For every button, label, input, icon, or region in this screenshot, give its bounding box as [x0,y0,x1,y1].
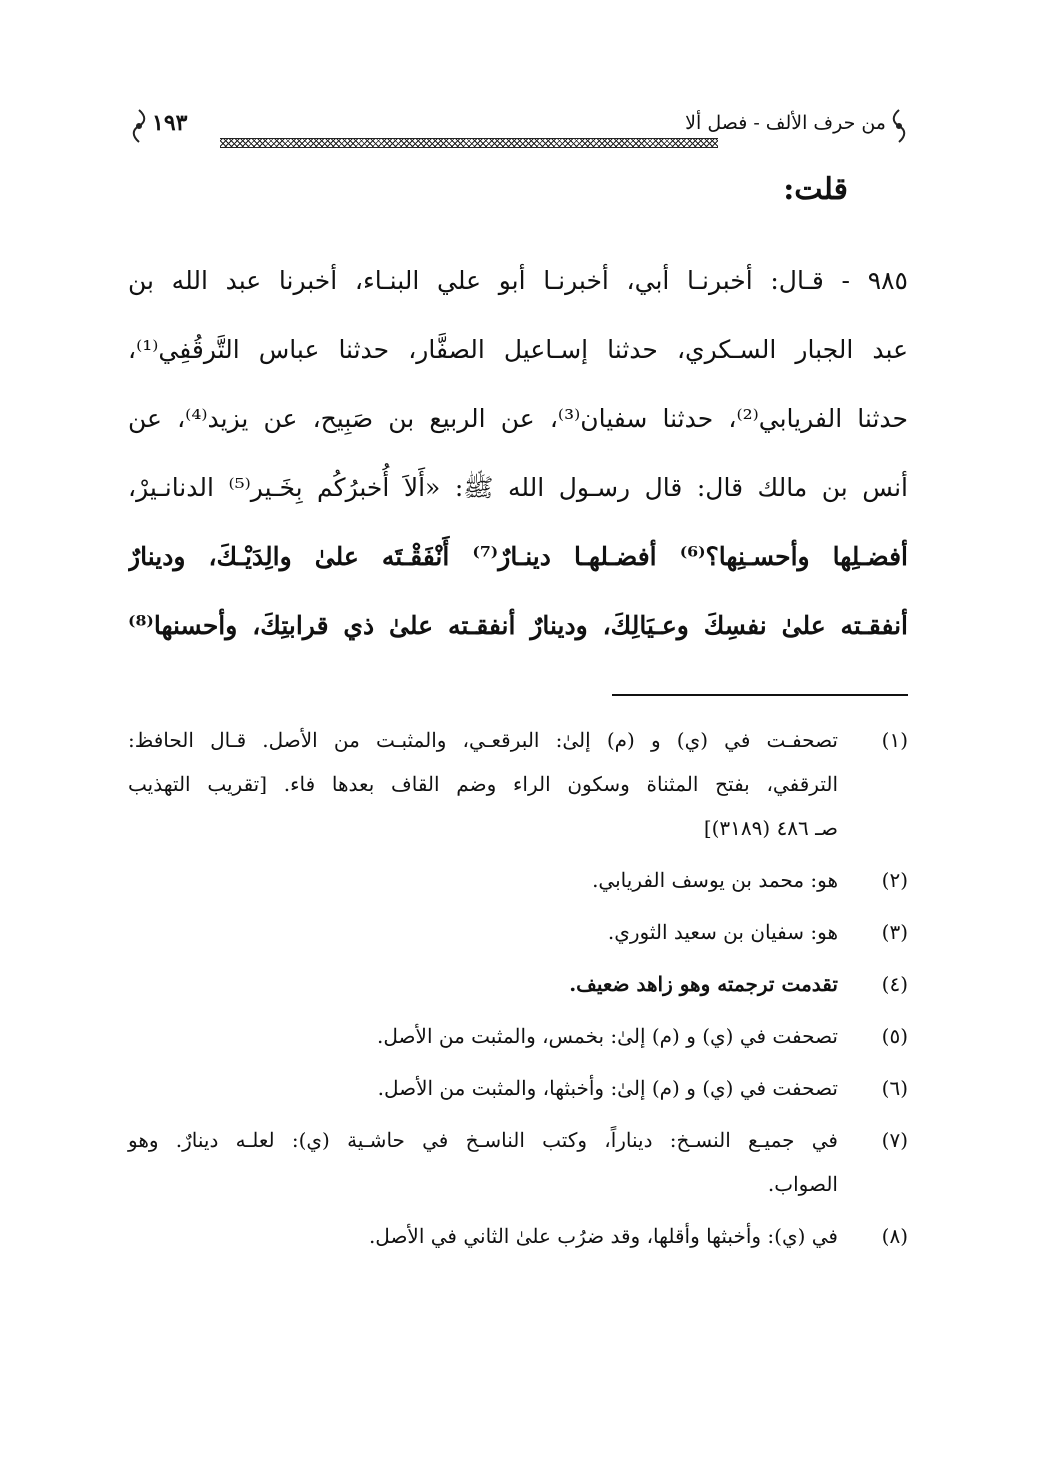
footnote [128,1214,908,1258]
footnote-number: (٦) [881,1076,908,1100]
footnote-number: (٧) [881,1128,908,1152]
main-line: حدثنا الفريابي⁽²⁾، حدثنا سفيان⁽³⁾، عن الربيع بن صَبِيح، عن يزيد⁽⁴⁾، عن [128,404,908,433]
footnote-line: هو: محمد بن يوسف الفريابي. [592,868,838,892]
main-line: عبد الجبار السـكري، حدثنا إسـاعيل الصفَّار، حدثنا عباس التَّرقُفِي⁽¹⁾، [128,335,908,364]
footnote-line: في جميـع النسـخ: ديناراً، وكتب الناسـخ في حاشـية (ي): لعلـه دينارٌ. وهو [128,1128,838,1152]
main-line: ٩٨٥ - قـال: أخبرنـا أبي، أخبرنـا أبو علي البنـاء، أخبرنا عبد الله بن [128,266,908,295]
footnote-number: (٢) [881,868,908,892]
footnote-line: الصواب. [767,1172,838,1196]
footnote [128,718,908,850]
footnote-line: هو: سفيان بن سعيد الثوري. [607,920,838,944]
footnote-line: صـ ٤٨٦ (٣١٨٩)] [703,816,838,840]
main-line: أنفقـته علىٰ نفسِكَ وعـيَالِكَ، ودينارٌ أنفقـته علىٰ ذي قرابتِكَ، وأحسنها⁽⁸⁾ [128,611,908,640]
footnote [128,1066,908,1110]
footnote [128,858,908,902]
main-line: أفضـلِها وأحسـنِها؟⁽⁶⁾ أفضـلهـا دينـارٌ⁽⁷⁾ أَنْفَقْـتَه علىٰ والِدَيْـكَ، ودينارٌ [128,542,908,571]
header-rule [220,138,718,148]
footnote [128,1014,908,1058]
main-text [128,246,908,660]
footnote-line: تصحفت في (ي) و (م) إلىٰ: وأخبثها، والمثبت من الأصل. [377,1076,838,1100]
page-number: ١٩٣ [152,110,188,136]
footnote-number: (٤) [881,972,908,996]
footnote-number: (١) [881,728,908,752]
footnote [128,910,908,954]
footnote-number: (٥) [881,1024,908,1048]
main-line: أنس بن مالك قال: قال رسـول الله ﷺ: «أَلاَ أُخبرُكُم بِخَـير⁽⁵⁾ الدنانـيرْ، [128,473,908,502]
footnote-line: الترقفي، بفتح المثناة وسكون الراء وضم القاف بعدها فاء. [تقريب التهذيب [128,772,838,796]
section-heading: قلت: [783,172,848,207]
footnote-line: تصحفت في (ي) و (م) إلىٰ: بخمس، والمثبت من الأصل. [377,1024,838,1048]
footnote-number: (٨) [881,1224,908,1248]
running-title: من حرف الألف - فصل ألا [685,112,886,134]
page-header [130,100,908,152]
footnote [128,962,908,1006]
footnote [128,1118,908,1206]
ornament-right-icon [888,108,910,144]
footnote-separator [612,694,908,696]
footnote-line: تقدمت ترجمته وهو زاهد ضعيف. [569,972,838,996]
footnote-number: (٣) [881,920,908,944]
footnotes [128,718,908,1258]
footnote-line: تصحفـت في (ي) و (م) إلىٰ: البرقعـي، والمثبـت من الأصل. قـال الحافظ: [128,728,838,752]
ornament-left-icon [128,108,150,144]
footnote-line: في (ي): وأخبثها وأقلها، وقد ضرُب علىٰ الثاني في الأصل. [368,1224,838,1248]
